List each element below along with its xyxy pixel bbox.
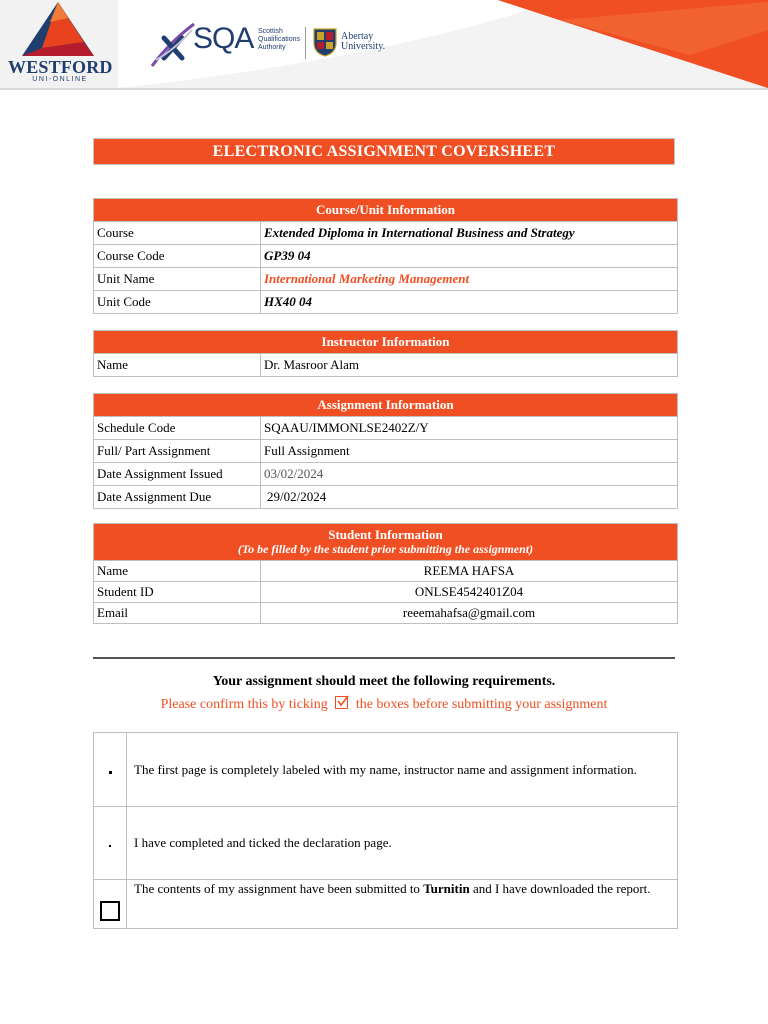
requirements-checklist	[93, 732, 678, 929]
checklist-row	[94, 733, 678, 807]
course-code-label: Course Code	[94, 245, 261, 268]
abertay-line: University.	[341, 41, 386, 52]
sqa-swoosh-logo-icon	[148, 20, 198, 70]
student-email-label: Email	[94, 603, 261, 624]
assignment-heading: Assignment Information	[94, 394, 678, 417]
coversheet-title: ELECTRONIC ASSIGNMENT COVERSHEET	[93, 138, 675, 165]
student-heading: Student Information	[328, 527, 443, 542]
date-due-value: 29/02/2024	[261, 486, 678, 509]
header-divider	[0, 88, 768, 90]
student-id-label: Student ID	[94, 582, 261, 603]
unit-code-label: Unit Code	[94, 291, 261, 314]
logo-divider	[305, 27, 306, 59]
table-row	[94, 245, 678, 268]
date-issued-value: 03/02/2024	[261, 463, 678, 486]
instructor-table	[93, 330, 678, 377]
schedule-code-label: Schedule Code	[94, 417, 261, 440]
instruction-text-before: Please confirm this by ticking	[160, 697, 328, 712]
instruction-text-after: the boxes before submitting your assignment	[355, 697, 608, 712]
checklist-marker-cell[interactable]	[94, 807, 127, 880]
sqa-authority-text	[258, 28, 300, 52]
assignment-type-label: Full/ Part Assignment	[94, 440, 261, 463]
sqa-authority-line: Authority	[258, 44, 286, 51]
checklist-item-text: I have completed and ticked the declaration page.	[127, 807, 678, 880]
table-row	[94, 268, 678, 291]
student-heading-cell	[94, 524, 678, 561]
table-row	[94, 582, 678, 603]
table-row	[94, 440, 678, 463]
date-issued-label: Date Assignment Issued	[94, 463, 261, 486]
student-name-value: REEMA HAFSA	[261, 561, 678, 582]
course-value: Extended Diploma in International Business and Strategy	[261, 222, 678, 245]
checklist-item-text: The first page is completely labeled with my name, instructor name and assignment information.	[127, 733, 678, 807]
westford-brand-subtitle: UNI-ONLINE	[32, 76, 88, 83]
unit-name-value: International Marketing Management	[261, 268, 678, 291]
table-row	[94, 222, 678, 245]
bullet-dot-icon	[109, 771, 112, 774]
checklist-row	[94, 880, 678, 929]
checklist-item-text	[127, 880, 678, 929]
unit-name-label: Unit Name	[94, 268, 261, 291]
table-row	[94, 463, 678, 486]
sqa-authority-line: Qualifications	[258, 36, 301, 43]
assignment-type-value: Full Assignment	[261, 440, 678, 463]
sqa-wordmark: SQA	[193, 22, 254, 55]
instructor-heading: Instructor Information	[94, 331, 678, 354]
student-email-value: reeemahafsa@gmail.com	[261, 603, 678, 624]
checkbox-unchecked-icon[interactable]	[100, 901, 120, 921]
checklist-marker-cell[interactable]	[94, 733, 127, 807]
abertay-line: Abertay	[341, 31, 374, 42]
requirements-instruction	[93, 696, 675, 713]
checklist-row	[94, 807, 678, 880]
abertay-wordmark	[341, 32, 385, 52]
unit-code-value: HX40 04	[261, 291, 678, 314]
westford-brand-name: WESTFORD	[8, 57, 113, 77]
date-due-label: Date Assignment Due	[94, 486, 261, 509]
instructor-name-value: Dr. Masroor Alam	[261, 354, 678, 377]
student-subheading: (To be filled by the student prior submitting the assignment)	[237, 542, 534, 556]
westford-triangle-logo-icon	[22, 2, 94, 58]
schedule-code-value: SQAAU/IMMONLSE2402Z/Y	[261, 417, 678, 440]
turnitin-bold: Turnitin	[423, 881, 470, 896]
student-name-label: Name	[94, 561, 261, 582]
bullet-dot-icon	[109, 845, 111, 847]
requirements-title: Your assignment should meet the following requirements.	[212, 674, 556, 689]
section-separator	[93, 657, 675, 659]
sqa-authority-line: Scottish	[258, 28, 283, 35]
table-row	[94, 486, 678, 509]
course-unit-table	[93, 198, 678, 314]
table-row	[94, 417, 678, 440]
table-row	[94, 291, 678, 314]
checkmark-box-icon	[335, 696, 348, 709]
assignment-table	[93, 393, 678, 509]
table-row	[94, 603, 678, 624]
student-table	[93, 523, 678, 624]
abertay-crest-icon	[312, 27, 338, 57]
turnitin-text-before: The contents of my assignment have been submitted to	[134, 881, 424, 896]
checklist-checkbox-cell[interactable]	[94, 880, 127, 929]
course-label: Course	[94, 222, 261, 245]
course-code-value: GP39 04	[261, 245, 678, 268]
instructor-name-label: Name	[94, 354, 261, 377]
turnitin-text-after: and I have downloaded the report.	[469, 881, 651, 896]
student-id-value: ONLSE4542401Z04	[261, 582, 678, 603]
table-row	[94, 561, 678, 582]
table-row	[94, 354, 678, 377]
course-unit-heading: Course/Unit Information	[94, 199, 678, 222]
